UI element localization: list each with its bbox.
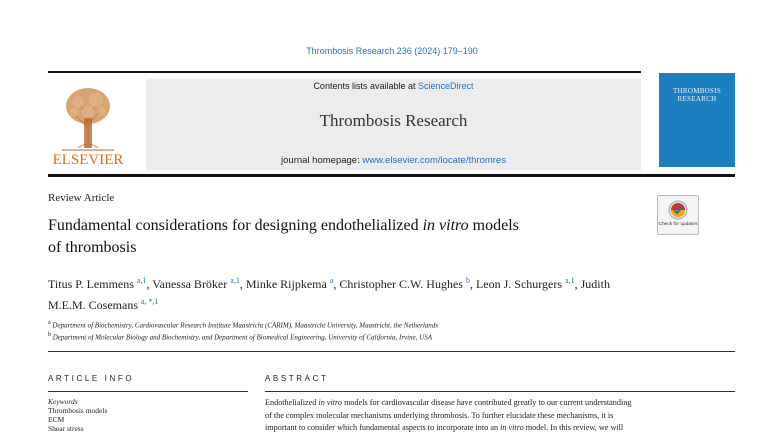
check-updates-icon bbox=[658, 196, 698, 234]
abstract-text bbox=[265, 397, 735, 435]
abstract-seg: Endothelialized bbox=[265, 398, 317, 407]
author-name[interactable]: Minke Rijpkema bbox=[245, 277, 327, 291]
keyword: Thrombosis models bbox=[48, 406, 108, 415]
affiliation-text: Department of Biochemistry, Cardiovascular Research Institute Maastricht (CARIM), Maastricht University, Maastricht, the Netherlands bbox=[52, 321, 439, 330]
author-sup[interactable]: a, *,1 bbox=[141, 297, 159, 306]
author-list: Titus P. Lemmens $^{a,1}$, Vanessa Bröker $^{a,1}$, Minke Rijpkema $^a$, Christopher C.W. Hughes $^b$, Leon J. Schurgers $^{a,1}$, Judith M.E.M. Cosemans $^{a, *,1}$ bbox=[48, 276, 610, 312]
affiliation-b bbox=[48, 332, 432, 341]
cover-title-line2: RESEARCH bbox=[677, 95, 717, 103]
contents-prefix: Contents lists available at bbox=[313, 81, 416, 91]
header-bottom-rule bbox=[48, 174, 735, 177]
sciencedirect-link[interactable]: ScienceDirect bbox=[418, 81, 474, 91]
author-name[interactable]: Vanessa Bröker bbox=[152, 277, 228, 291]
title-italic: in vitro bbox=[422, 217, 469, 234]
author-name[interactable]: Christopher C.W. Hughes bbox=[339, 277, 463, 291]
homepage-link[interactable]: www.elsevier.com/locate/thromres bbox=[362, 155, 506, 166]
keywords-label: Keywords bbox=[48, 397, 78, 406]
abstract-rule bbox=[265, 391, 735, 392]
author-sup[interactable]: a bbox=[329, 276, 334, 285]
article-type: Review Article bbox=[48, 192, 115, 204]
abstract-line: of the complex molecular mechanisms underlying thrombosis. To further elucidate these mechanisms, it is bbox=[265, 410, 614, 420]
journal-title: Thrombosis Research bbox=[319, 111, 468, 130]
contents-line bbox=[146, 81, 641, 91]
author-sup[interactable]: b bbox=[465, 276, 470, 285]
abstract-heading: ABSTRACT bbox=[265, 374, 329, 383]
title-part1: Fundamental considerations for designing endothelialized bbox=[48, 217, 419, 234]
paper-title bbox=[48, 215, 648, 259]
cover-title-line1: THROMBOSIS bbox=[672, 87, 722, 95]
journal-cover[interactable] bbox=[659, 73, 735, 167]
author-name[interactable]: Judith M.E.M. Cosemans bbox=[48, 277, 610, 312]
journal-homepage-line bbox=[146, 155, 641, 166]
affiliation-label: a bbox=[48, 320, 51, 326]
author-sup[interactable]: a,1 bbox=[230, 276, 240, 285]
title-line2: of thrombosis bbox=[48, 239, 137, 256]
article-info-rule bbox=[48, 391, 248, 392]
journal-citation[interactable]: Thrombosis Research 236 (2024) 179–190 bbox=[306, 46, 478, 56]
check-for-updates-button[interactable] bbox=[657, 195, 699, 235]
cover-title bbox=[659, 87, 735, 103]
elsevier-tree-icon bbox=[48, 78, 128, 168]
check-updates-label: Check for updates bbox=[658, 222, 698, 227]
author-name[interactable]: Leon J. Schurgers bbox=[475, 277, 563, 291]
publisher-wordmark: ELSEVIER bbox=[52, 152, 124, 168]
section-divider bbox=[48, 351, 735, 352]
keyword: Shear stress bbox=[48, 424, 84, 433]
abstract-italic: in vitro bbox=[318, 398, 343, 407]
homepage-prefix: journal homepage: bbox=[281, 155, 360, 166]
affiliation-a bbox=[48, 320, 438, 329]
keyword: ECM bbox=[48, 415, 65, 424]
abstract-seg: model. In this review, we will bbox=[525, 423, 624, 432]
abstract-seg: models for cardiovascular disease have contributed greatly to our current understanding bbox=[344, 398, 632, 407]
abstract-italic: in vitro bbox=[500, 423, 524, 432]
author-sup[interactable]: a,1 bbox=[565, 276, 575, 285]
author-sup[interactable]: a,1 bbox=[136, 276, 147, 285]
article-info-heading: ARTICLE INFO bbox=[48, 374, 135, 383]
affiliation-text: Department of Molecular Biology and Biochemistry, and Department of Biomedical Engineering, University of California, Irvine, USA bbox=[52, 333, 433, 342]
title-part2: models bbox=[472, 217, 519, 234]
keywords-block bbox=[48, 397, 107, 433]
author-name[interactable]: Titus P. Lemmens bbox=[48, 277, 134, 291]
header-top-rule bbox=[48, 71, 641, 73]
affiliation-label: b bbox=[48, 332, 51, 338]
abstract-seg: important to consider which fundamental aspects to incorporate into an bbox=[265, 423, 499, 432]
elsevier-logo[interactable] bbox=[48, 78, 128, 168]
